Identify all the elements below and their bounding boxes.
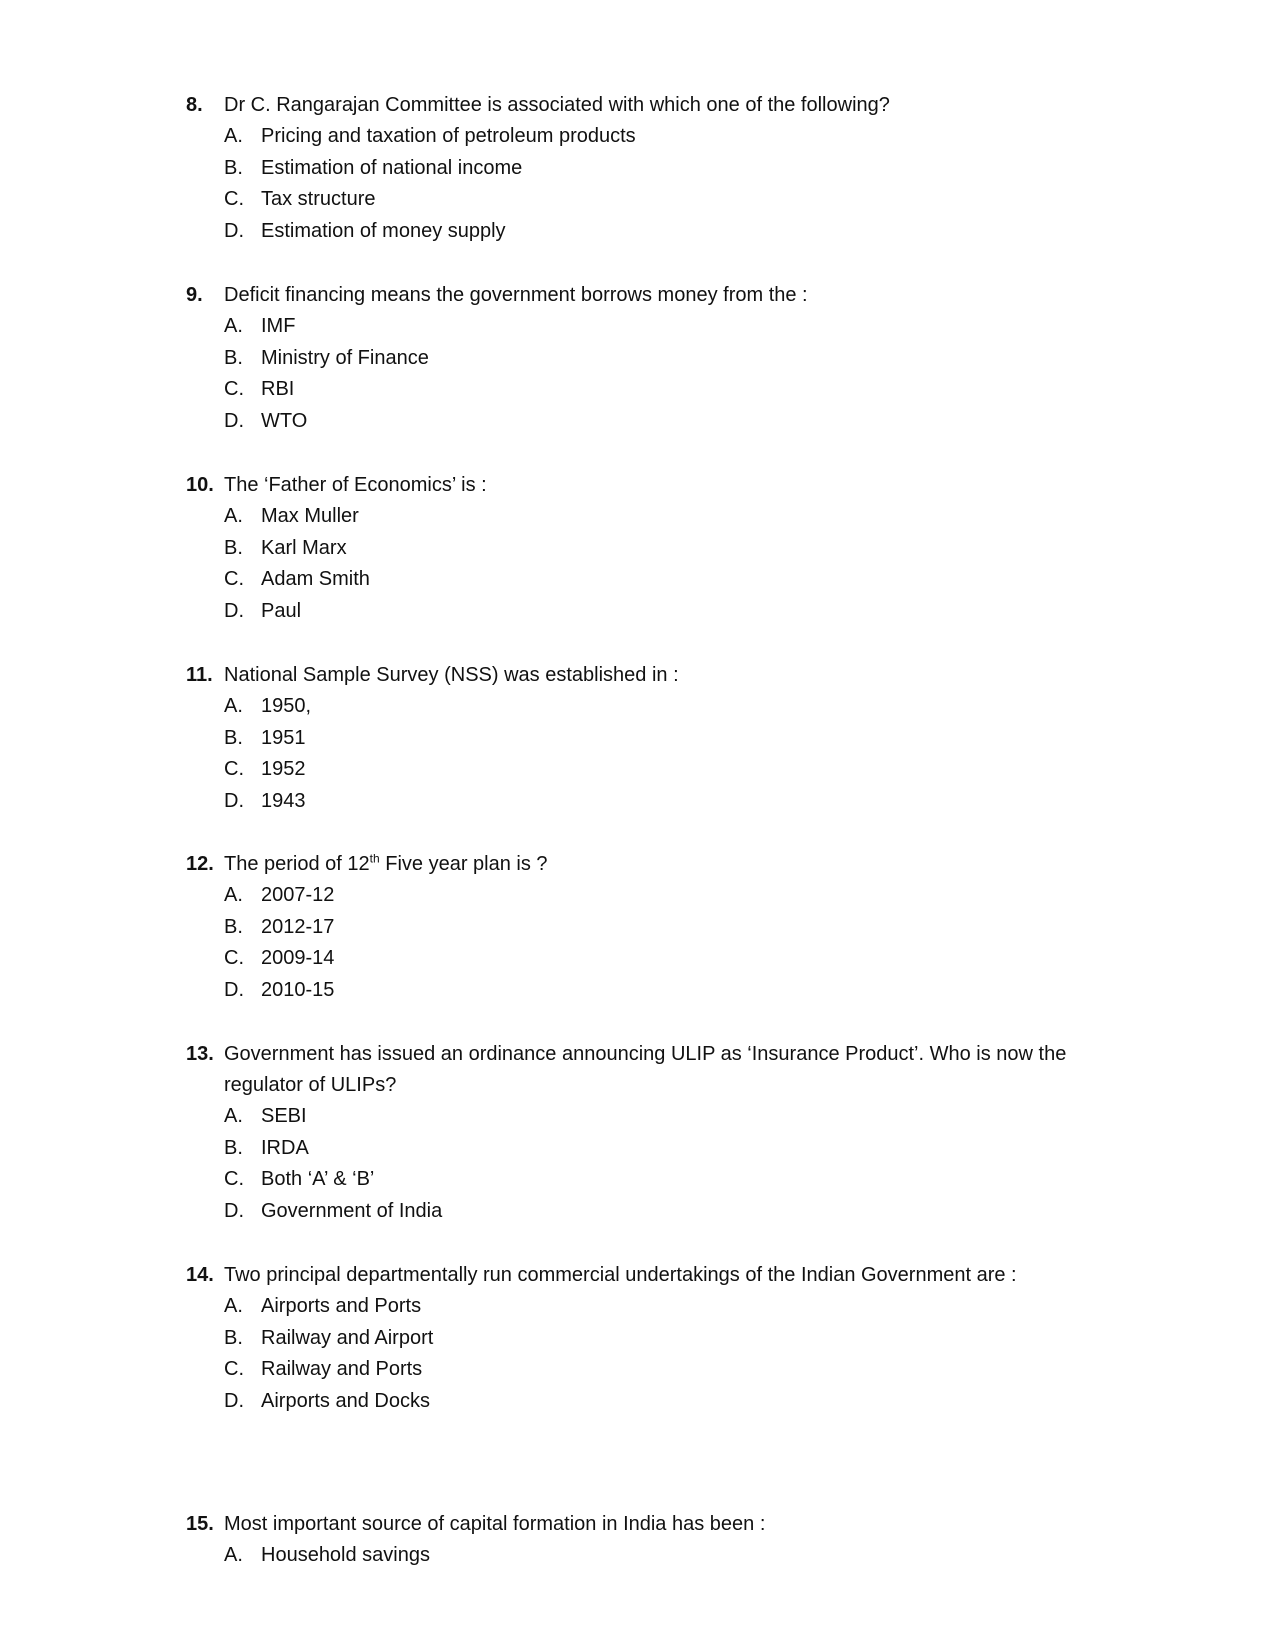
option-text: 2012-17 [261,915,335,938]
question-text-part: Five year plan is ? [379,853,548,875]
question-11 [186,660,1106,817]
question-number: 14. [186,1264,214,1286]
option-text: Railway and Airport [261,1326,434,1349]
question-text: Two principal departmentally run commercial undertakings of the Indian Government are : [224,1264,1017,1286]
option-letter: D. [224,599,244,622]
question-stem [186,849,1106,880]
option-b [186,912,1106,944]
option-c [186,943,1106,975]
option-b [186,533,1106,565]
option-d [186,406,1106,438]
option-letter: A. [224,315,243,337]
question-number: 12. [186,853,214,875]
option-letter: A. [224,1295,243,1317]
option-d [186,975,1106,1007]
option-a [186,1101,1106,1133]
question-stem [186,470,1106,501]
question-stem [186,280,1106,311]
question-stem [186,1509,1106,1540]
question-9 [186,280,1106,437]
question-13 [186,1039,1106,1227]
option-text: Adam Smith [261,568,370,590]
option-letter: D. [224,1389,244,1412]
option-list [186,1291,1106,1417]
question-10 [186,470,1106,627]
option-letter: B. [224,915,243,938]
question-text: National Sample Survey (NSS) was established in : [224,664,679,686]
option-text: Karl Marx [261,536,347,559]
question-text: Government has issued an ordinance announcing ULIP as ‘Insurance Product’. Who is now the regulator of ULIPs? [224,1043,1067,1096]
option-text: Airports and Docks [261,1389,430,1412]
option-text: Tax structure [261,188,376,210]
option-letter: B. [224,726,243,749]
option-text: 2010-15 [261,978,335,1001]
option-list [186,1101,1106,1227]
option-letter: C. [224,378,244,400]
option-d [186,216,1106,248]
option-text: Household savings [261,1544,430,1566]
option-b [186,343,1106,375]
option-letter: C. [224,758,244,780]
option-a [186,1540,1106,1572]
option-list [186,311,1106,437]
option-a [186,121,1106,153]
question-14 [186,1260,1106,1417]
ordinal-superscript: th [369,851,380,866]
option-text: 1951 [261,726,306,749]
option-a [186,501,1106,533]
option-text: 2007-12 [261,884,335,906]
option-d [186,596,1106,628]
option-text: Government of India [261,1199,443,1222]
question-number: 15. [186,1513,214,1535]
option-letter: B. [224,156,243,179]
option-a [186,1291,1106,1323]
option-letter: C. [224,947,244,969]
option-c [186,1164,1106,1196]
option-d [186,1196,1106,1228]
option-letter: D. [224,219,244,242]
option-letter: A. [224,695,243,717]
option-text: Estimation of national income [261,156,523,179]
option-c [186,564,1106,596]
option-text: IRDA [261,1136,309,1159]
option-list [186,691,1106,817]
option-text: IMF [261,315,296,337]
option-list [186,1540,1106,1572]
option-letter: B. [224,536,243,559]
option-letter: B. [224,1136,243,1159]
question-stem [186,1039,1106,1101]
option-text: Estimation of money supply [261,219,506,242]
question-text: Dr C. Rangarajan Committee is associated with which one of the following? [224,94,890,116]
question-12 [186,849,1106,1006]
option-letter: D. [224,1199,244,1222]
option-letter: C. [224,1358,244,1380]
option-letter: D. [224,978,244,1001]
option-b [186,153,1106,185]
option-c [186,374,1106,406]
option-text: RBI [261,378,295,400]
option-text: SEBI [261,1105,307,1127]
option-letter: B. [224,346,243,369]
option-text: Railway and Ports [261,1358,423,1380]
option-letter: D. [224,409,244,432]
question-number: 13. [186,1043,214,1065]
question-number: 9. [186,284,203,306]
option-letter: B. [224,1326,243,1349]
question-number: 10. [186,474,214,496]
option-list [186,880,1106,1006]
question-text [224,849,1106,880]
option-c [186,754,1106,786]
question-stem [186,90,1106,121]
option-d [186,786,1106,818]
option-a [186,691,1106,723]
question-text: Deficit financing means the government borrows money from the : [224,284,808,306]
option-text: Pricing and taxation of petroleum products [261,125,636,147]
question-stem [186,660,1106,691]
option-letter: A. [224,1105,243,1127]
option-text: Ministry of Finance [261,346,429,369]
question-text: Most important source of capital formation in India has been : [224,1513,766,1535]
option-text: Both ‘A’ & ‘B’ [261,1168,375,1190]
option-c [186,184,1106,216]
question-15 [186,1509,1106,1572]
question-number: 11. [186,664,213,686]
option-text: 1943 [261,789,306,812]
option-b [186,1323,1106,1355]
option-letter: A. [224,505,243,527]
option-letter: C. [224,1168,244,1190]
option-list [186,121,1106,247]
option-letter: C. [224,568,244,590]
option-text: Airports and Ports [261,1295,422,1317]
option-text: Max Muller [261,505,359,527]
option-d [186,1386,1106,1418]
option-b [186,1133,1106,1165]
question-text-part: The period of 12 [224,853,370,875]
option-a [186,311,1106,343]
option-text: WTO [261,409,308,432]
option-b [186,723,1106,755]
question-number: 8. [186,94,203,116]
question-text: The ‘Father of Economics’ is : [224,474,487,496]
option-list [186,501,1106,627]
option-letter: A. [224,125,243,147]
question-8 [186,90,1106,247]
option-a [186,880,1106,912]
option-c [186,1354,1106,1386]
option-text: 2009-14 [261,947,335,969]
option-letter: A. [224,884,243,906]
option-text: 1952 [261,758,306,780]
question-stem [186,1260,1106,1291]
option-letter: A. [224,1544,243,1566]
option-letter: D. [224,789,244,812]
option-text: 1950, [261,695,312,717]
option-letter: C. [224,188,244,210]
option-text: Paul [261,599,302,622]
